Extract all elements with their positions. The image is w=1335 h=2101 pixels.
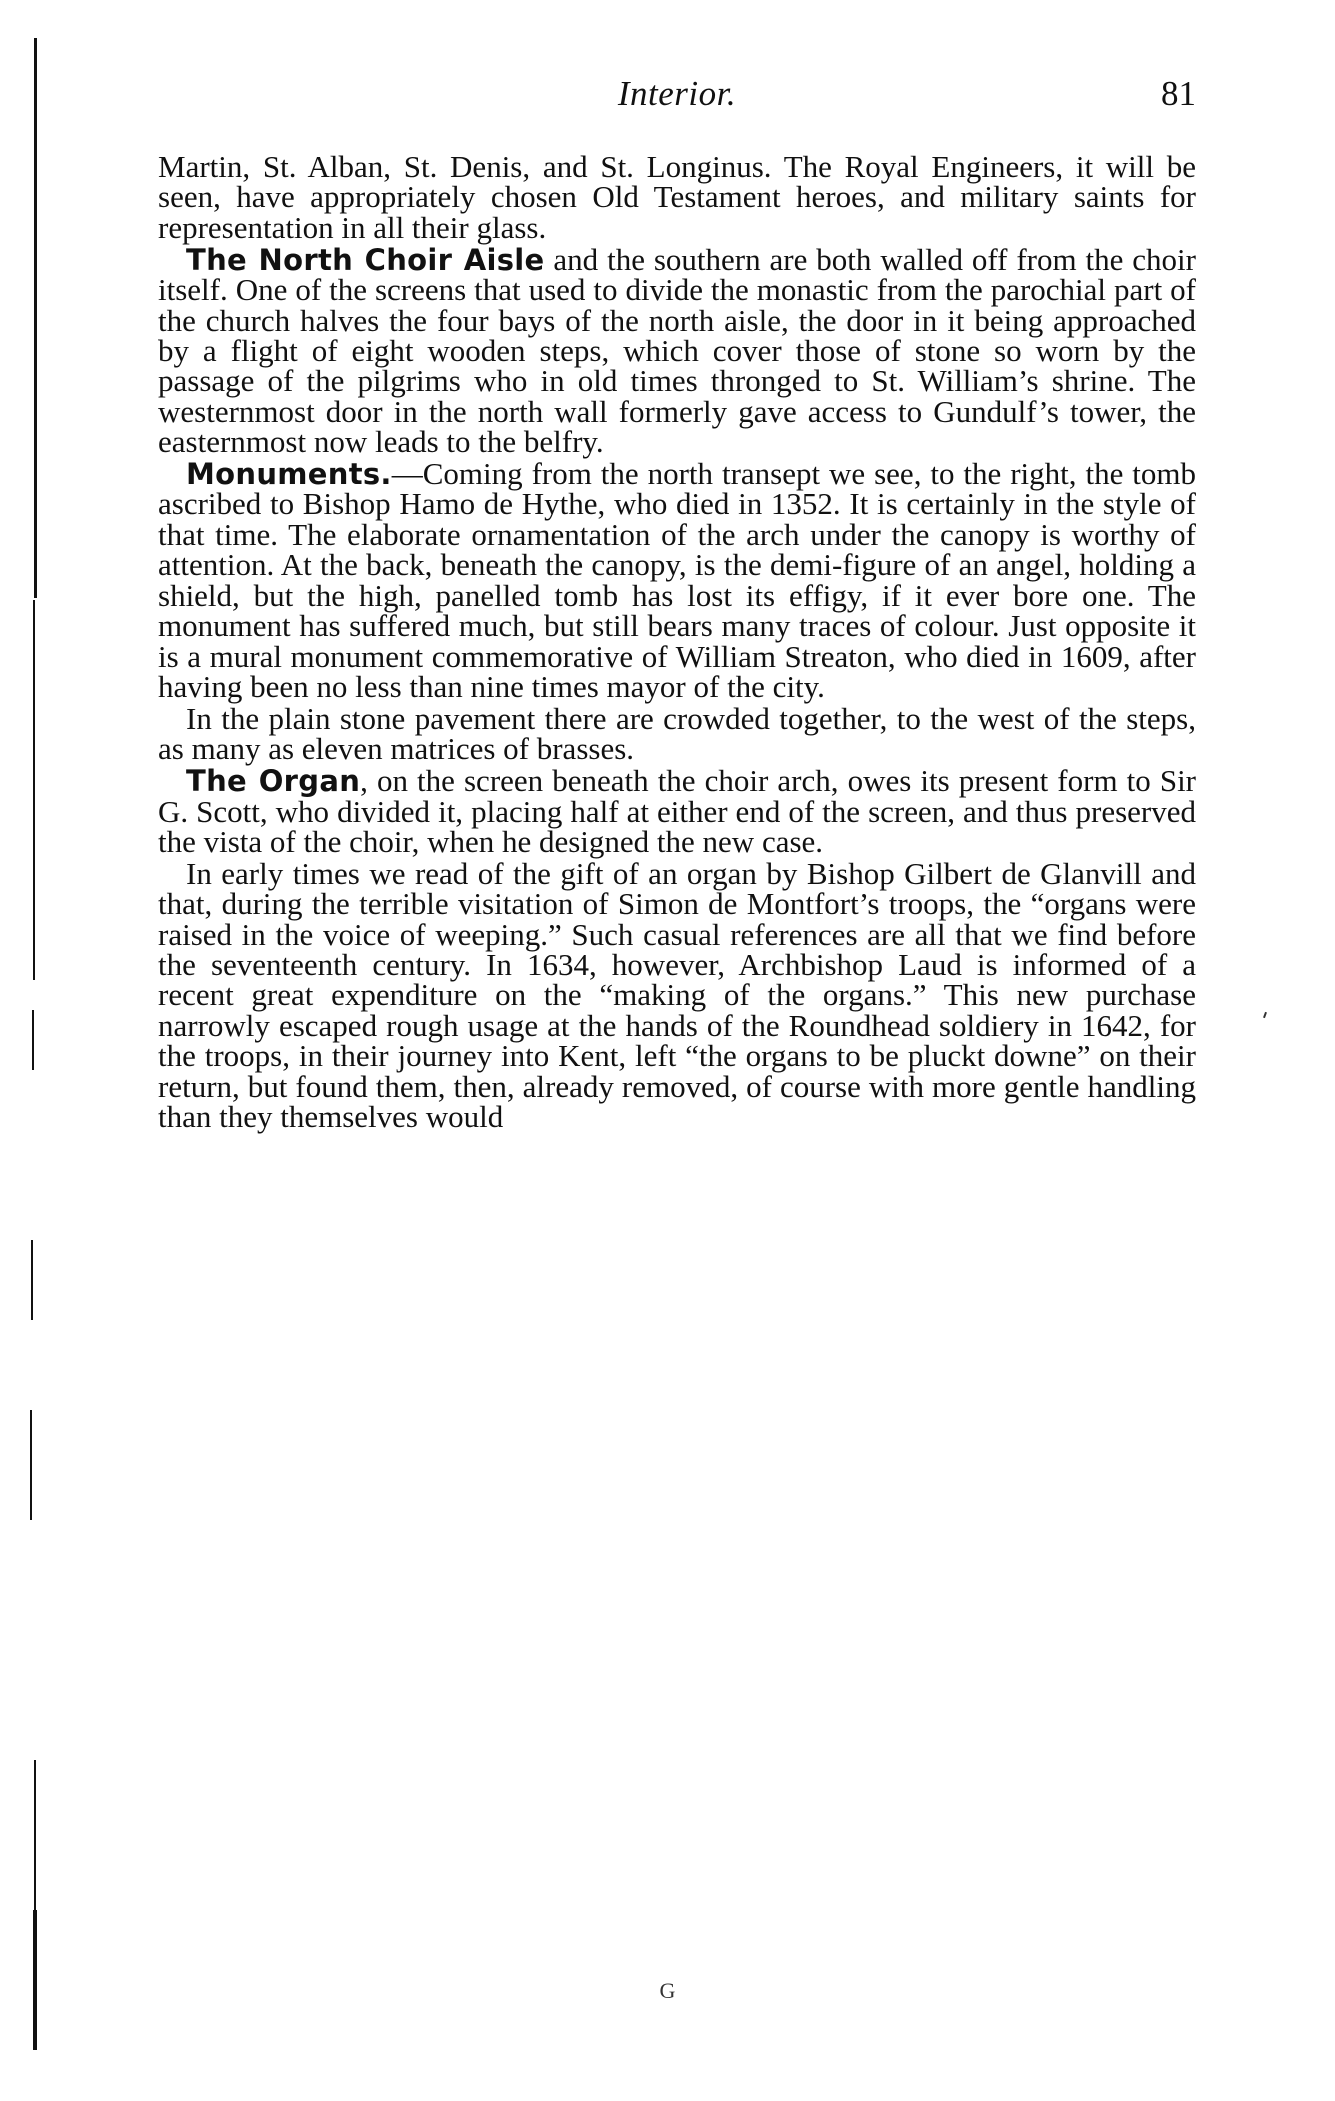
- body-text: [158, 149, 1197, 1135]
- running-head: [158, 74, 1196, 134]
- paragraph: [158, 149, 1196, 245]
- scan-edge-line: [30, 1410, 32, 1520]
- scan-edge-line: [33, 600, 35, 980]
- paragraph: [158, 241, 1196, 460]
- stray-mark: [1263, 1012, 1267, 1018]
- paragraph: [158, 700, 1196, 767]
- paragraph-text: , on the screen beneath the choir arch, owes its present form to Sir G. Scott, who divided it, placing half at either end of the screen, and thus preserved the vista of the choir, when he designed the new case.: [158, 763, 1197, 859]
- page-number: 81: [1161, 74, 1196, 113]
- running-title: Interior.: [617, 74, 737, 113]
- paragraph-heading: The Organ: [186, 764, 361, 799]
- paragraph: [158, 855, 1196, 1135]
- paragraph-text: In early times we read of the gift of an organ by Bishop Gilbert de Glanvill and that, during the terrible visitation of Simon de Montfort’s troops, the “organs were raised in the voice of weeping.” Such casual references are all that we find before the seventeenth century. In 1634, however, Archbishop Laud is informed of a recent great expenditure on the “making of the organs.” This new purchase narrowly escaped rough usage at the hands of the Roundhead soldiery in 1642, for the troops, in their journey into Kent, left “the organs to be pluckt downe” on their return, but found them, then, already removed, of course with more gentle handling than they themselves would: [158, 855, 1196, 1135]
- scan-edge-line: [32, 1010, 34, 1070]
- paragraph: [158, 456, 1196, 704]
- signature-mark: G: [659, 1978, 676, 2003]
- scan-edge-line: [31, 1240, 33, 1320]
- paragraph-heading: Monuments.: [186, 457, 392, 492]
- paragraph: [158, 763, 1197, 859]
- paragraph-text: In the plain stone pavement there are crowded together, to the west of the steps, as many as eleven matrices of brasses.: [158, 700, 1196, 767]
- paragraph-heading: The North Choir Aisle: [186, 242, 545, 277]
- paragraph-text: Martin, St. Alban, St. Denis, and St. Longinus. The Royal Engineers, it will be seen, have appropriately chosen Old Testament heroes, and military saints for representation in all their glass.: [158, 149, 1196, 245]
- paragraph-text: and the southern are both walled off from the choir itself. One of the screens that used to divide the monastic from the parochial part of the church halves the four bays of the north aisle, the door in it being approached by a flight of eight wooden steps, which cover those of stone so worn by the passage of the pilgrims who in old times thronged to St. William’s shrine. The westernmost door in the north wall formerly gave access to Gundulf’s tower, the easternmost now leads to the belfry.: [158, 241, 1196, 460]
- scan-edge-line: [34, 38, 37, 598]
- paragraph-text: —Coming from the north transept we see, to the right, the tomb ascribed to Bishop Hamo de Hythe, who died in 1352. It is certainly in the style of that time. The elaborate ornamentation of the arch under the canopy is worthy of attention. At the back, beneath the canopy, is the demi-figure of an angel, holding a shield, but the high, panelled tomb has lost its effigy, if it ever bore one. The monument has suffered much, but still bears many traces of colour. Just opposite it is a mural monument commemorative of William Streaton, who died in 1609, after having been no less than nine times mayor of the city.: [158, 456, 1196, 704]
